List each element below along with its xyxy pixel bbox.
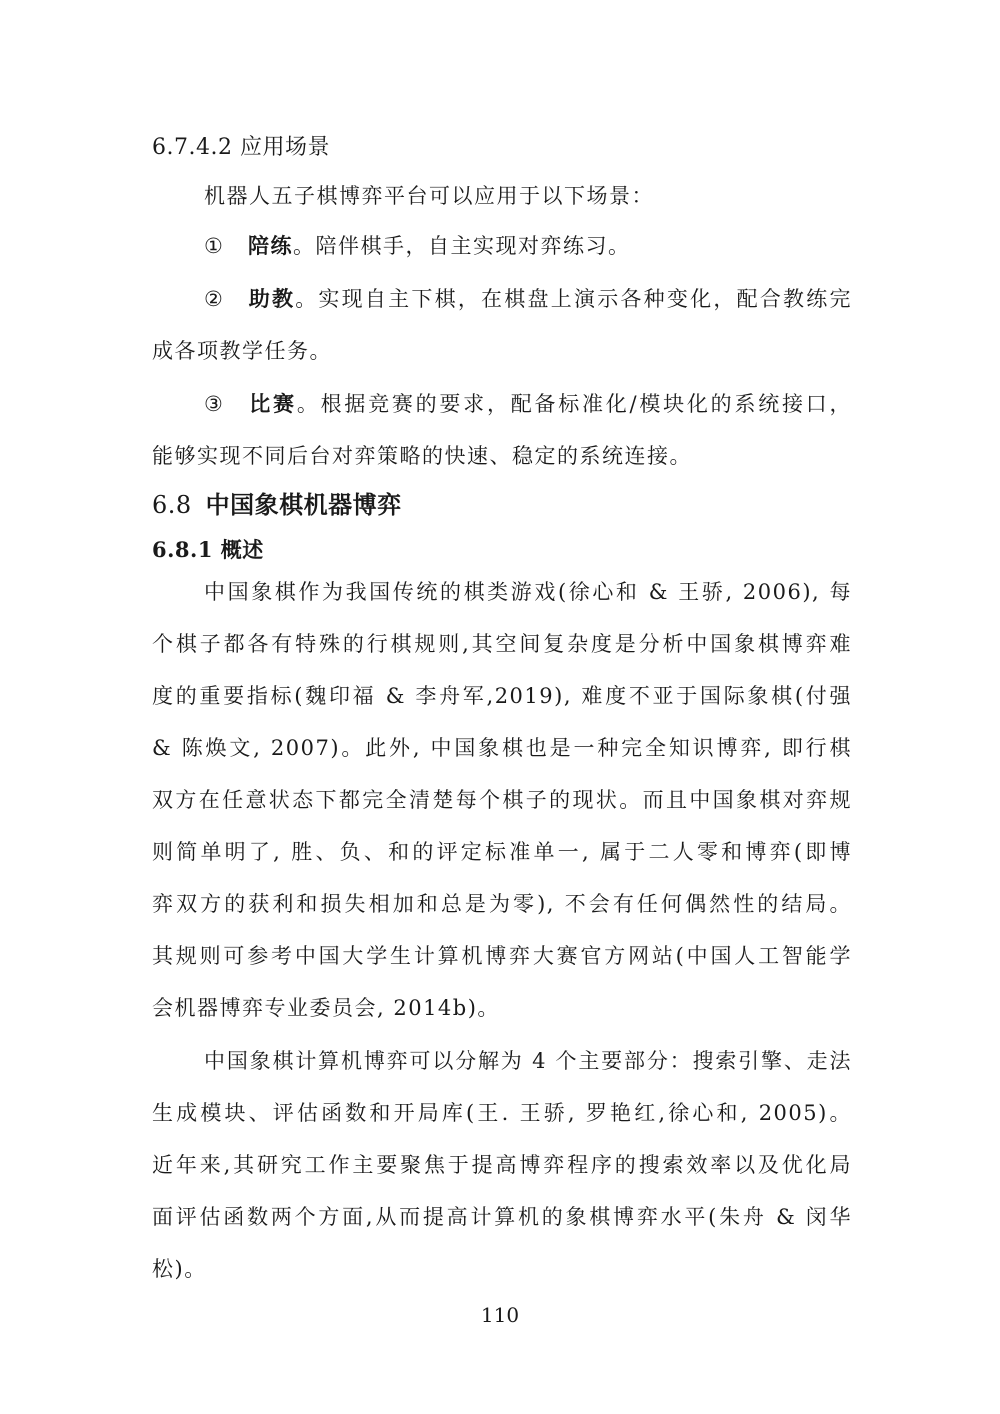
paragraph-line: 个棋子都各有特殊的行棋规则,其空间复杂度是分析中国象棋博弈难 (152, 632, 852, 656)
paragraph-line: 面评估函数两个方面,从而提高计算机的象棋博弈水平(朱舟 & 闵华 (152, 1205, 852, 1229)
page-number: 110 (480, 1303, 520, 1327)
subsection-number: 6.8.1 (152, 537, 213, 562)
list-marker: ② (204, 287, 225, 311)
list-text: 。根据竞赛的要求，配备标准化/模块化的系统接口， (296, 392, 853, 416)
intro-paragraph: 机器人五子棋博弈平台可以应用于以下场景： (204, 184, 654, 208)
list-item (204, 389, 852, 419)
list-text: 。实现自主下棋，在棋盘上演示各种变化，配合教练完 (295, 287, 853, 311)
paragraph-line: 则简单明了, 胜、负、和的评定标准单一, 属于二人零和博弈(即博 (152, 840, 852, 864)
section-title: 中国象棋机器博弈 (205, 491, 402, 519)
paragraph-line: 生成模块、评估函数和开局库(王. 王骄, 罗艳红,徐心和, 2005)。 (152, 1101, 852, 1125)
paragraph-line: 中国象棋计算机博弈可以分解为 4 个主要部分：搜索引擎、走法 (204, 1049, 852, 1073)
paragraph-line: 度的重要指标(魏印福 & 李舟军,2019), 难度不亚于国际象棋(付强 (152, 684, 852, 708)
subsection-title: 概述 (220, 538, 264, 562)
paragraph-line: 弈双方的获利和损失相加和总是为零), 不会有任何偶然性的结局。 (152, 892, 852, 916)
list-text: 。陪伴棋手，自主实现对弈练习。 (293, 234, 631, 258)
list-item-continuation: 能够实现不同后台对弈策略的快速、稳定的系统连接。 (152, 444, 692, 468)
list-marker: ③ (204, 392, 225, 416)
subsection-heading-681 (152, 535, 852, 565)
list-term: 比赛 (248, 392, 297, 416)
subsection-heading-6742: 6.7.4.2 应用场景 (152, 135, 330, 160)
list-term: 陪练 (248, 234, 293, 258)
list-marker: ① (204, 234, 225, 258)
list-item (204, 284, 852, 314)
section-heading-68 (152, 490, 852, 520)
paragraph-line: 会机器博弈专业委员会, 2014b)。 (152, 996, 500, 1020)
list-item-continuation: 成各项教学任务。 (152, 339, 332, 363)
list-term: 助教 (248, 287, 296, 311)
section-number: 6.8 (152, 491, 192, 519)
paragraph-line: 双方在任意状态下都完全清楚每个棋子的现状。而且中国象棋对弈规 (152, 788, 852, 812)
paragraph-line: 中国象棋作为我国传统的棋类游戏(徐心和 & 王骄, 2006), 每 (204, 580, 852, 604)
paragraph-line: 近年来,其研究工作主要聚焦于提高博弈程序的搜索效率以及优化局 (152, 1153, 852, 1177)
paragraph-line: 松)。 (152, 1257, 207, 1281)
list-item (204, 231, 852, 261)
paragraph-line: 其规则可参考中国大学生计算机博弈大赛官方网站(中国人工智能学 (152, 944, 852, 968)
paragraph-line: & 陈焕文, 2007)。此外, 中国象棋也是一种完全知识博弈, 即行棋 (152, 736, 852, 760)
